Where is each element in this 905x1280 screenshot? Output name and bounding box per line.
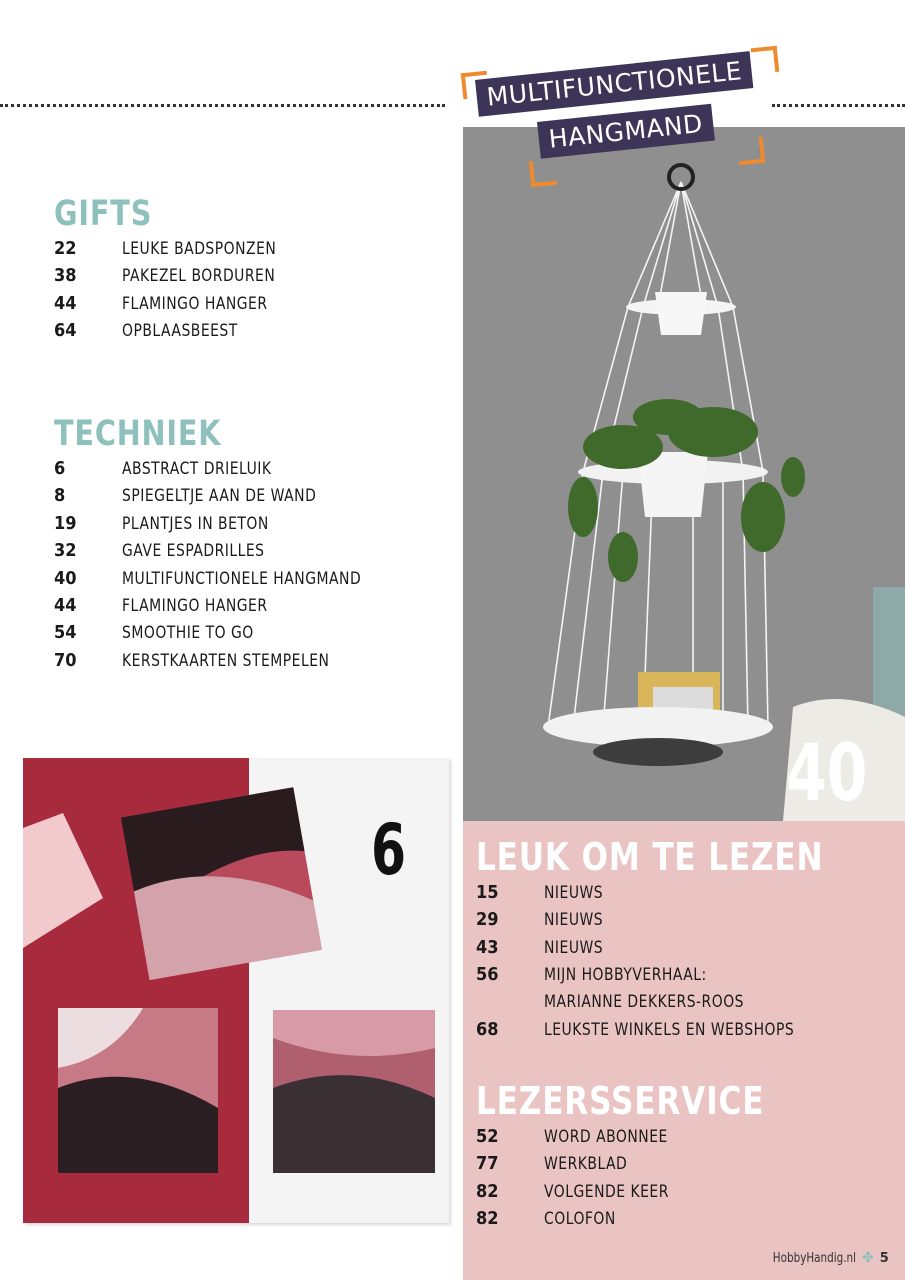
toc-page-number: 32 [54,540,77,562]
section-lezersservice [476,1079,828,1236]
section-gifts [54,194,310,348]
toc-entry [476,882,900,909]
bracket-icon [751,46,780,75]
toc-page-number: 8 [54,485,66,507]
section-techniek [54,414,414,677]
toc-entry [54,458,414,485]
toc-title: ABSTRACT DRIELUIK [122,459,272,479]
toc-title: PAKEZEL BORDUREN [122,266,276,287]
toc-page-number: 54 [54,622,77,644]
page-number-overlay: 6 [371,809,407,891]
toc-page-number: 68 [476,1018,499,1040]
toc-title: NIEUWS [544,883,604,903]
toc-page-number: 38 [54,265,77,287]
page-number: 5 [879,1250,889,1266]
toc-page-number: 64 [54,320,77,342]
toc-page-number: 77 [476,1153,499,1175]
toc-page-number: 82 [476,1180,499,1202]
section-heading: LEUK OM TE LEZEN [476,835,824,879]
toc-entry [476,909,900,936]
toc-page-number: 29 [476,909,499,931]
toc-entry [476,1181,828,1208]
toc-entry [54,513,414,540]
toc-entry [54,238,310,265]
toc-title: SMOOTHIE TO GO [122,623,254,644]
toc-title: WORD ABONNEE [544,1127,668,1147]
toc-page-number: 82 [476,1208,499,1230]
section-heading: LEZERSSERVICE [476,1079,765,1123]
toc-entry [54,650,414,677]
toc-entry [476,937,900,964]
toc-page-number: 19 [54,512,77,534]
toc-entry [54,293,310,320]
toc-page-number: 22 [54,238,77,259]
toc-title: MIJN HOBBYVERHAAL: [544,965,707,986]
toc-page-number: 43 [476,936,499,958]
toc-title: SPIEGELTJE AAN DE WAND [122,486,317,507]
toc-title: COLOFON [544,1209,616,1230]
banner-line-2: HANGMAND [537,104,715,159]
flower-icon: ✤ [862,1250,874,1266]
section-heading: TECHNIEK [54,414,222,454]
dotted-rule-left [0,104,445,107]
toc-entry [476,1153,828,1180]
toc-title: FLAMINGO HANGER [122,595,268,616]
toc-entry [476,1208,828,1235]
toc-title: GAVE ESPADRILLES [122,541,265,562]
toc-entry [476,964,900,991]
toc-title: KERSTKAARTEN STEMPELEN [122,650,330,671]
toc-entry [54,622,414,649]
page-footer [752,1250,889,1266]
toc-title: NIEUWS [544,937,604,958]
toc-page-number: 44 [54,594,77,616]
hangmand-photo [463,127,905,821]
toc-title: LEUKSTE WINKELS EN WEBSHOPS [544,1019,795,1040]
toc-entry [54,265,310,292]
toc-title: OPBLAASBEEST [122,321,238,342]
bracket-icon [737,137,766,166]
site-name: HobbyHandig.nl [772,1250,857,1266]
toc-title: WERKBLAD [544,1154,628,1175]
toc-entry [54,485,414,512]
toc-page-number: 15 [476,882,499,903]
section-heading: GIFTS [54,194,153,234]
toc-title: VOLGENDE KEER [544,1181,669,1202]
toc-page-number: 52 [476,1126,499,1147]
toc-title: NIEUWS [544,910,604,931]
toc-entry [54,320,310,347]
toc-entry [54,568,414,595]
toc-title: MULTIFUNCTIONELE HANGMAND [122,568,362,589]
toc-entry [54,540,414,567]
toc-page-number: 40 [54,567,77,589]
bracket-icon [529,159,558,188]
dotted-rule-right [772,104,905,107]
toc-title: PLANTJES IN BETON [122,513,269,534]
toc-title: MARIANNE DEKKERS-ROOS [544,991,745,1012]
toc-title: LEUKE BADSPONZEN [122,239,277,259]
page-number-overlay: 40 [786,729,868,819]
toc-page-number: 70 [54,649,77,671]
toc-page-number: 56 [476,964,499,986]
toc-entry [476,992,900,1019]
toc-page-number: 6 [54,458,66,479]
toc-entry [476,1126,828,1153]
toc-page-number: 44 [54,292,77,314]
toc-title: FLAMINGO HANGER [122,293,268,314]
section-leuk-om-te-lezen [476,835,900,1046]
banner-line-1: MULTIFUNCTIONELE [475,51,754,117]
toc-entry [476,1019,900,1046]
toc-entry [54,595,414,622]
